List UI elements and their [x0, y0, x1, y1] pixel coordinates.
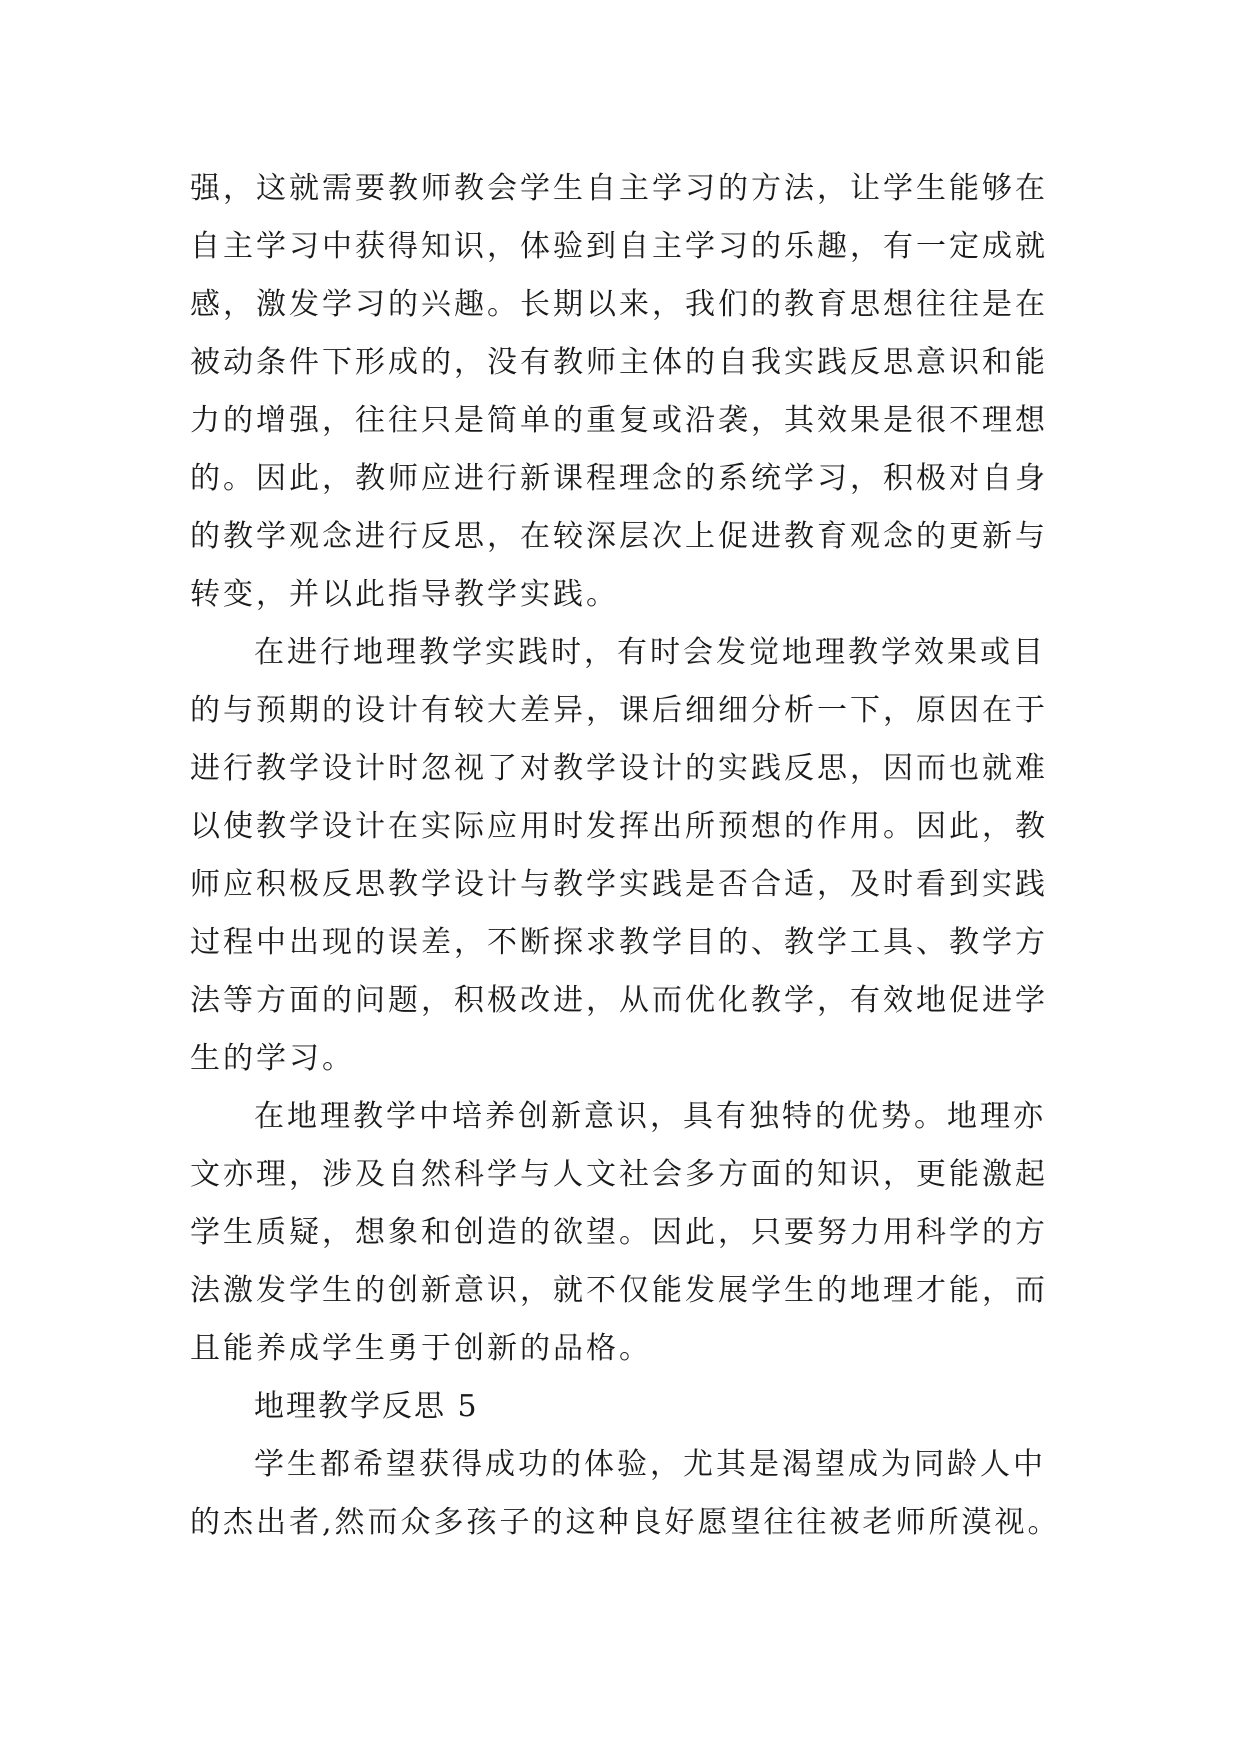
paragraph-line: 法等方面的问题，积极改进，从而优化教学，有效地促进学: [190, 983, 1048, 1018]
paragraph-line: 自主学习中获得知识，体验到自主学习的乐趣，有一定成就: [190, 229, 1048, 264]
paragraph-first-line: 在地理教学中培养创新意识，具有独特的优势。地理亦: [254, 1099, 1046, 1134]
paragraph-line: 的杰出者,然而众多孩子的这种良好愿望往往被老师所漠视。: [190, 1505, 1061, 1540]
paragraph-line: 法激发学生的创新意识，就不仅能发展学生的地理才能，而: [190, 1273, 1048, 1308]
document-body: [190, 160, 1061, 1552]
paragraph-first-line: 在进行地理教学实践时，有时会发觉地理教学效果或目: [254, 635, 1046, 670]
paragraph-line: 感，激发学习的兴趣。长期以来，我们的教育思想往往是在: [190, 287, 1048, 322]
paragraph-line: 力的增强，往往只是简单的重复或沿袭，其效果是很不理想: [190, 403, 1048, 438]
paragraph-line: 师应积极反思教学设计与教学实践是否合适，及时看到实践: [190, 867, 1048, 902]
paragraph-line: 强，这就需要教师教会学生自主学习的方法，让学生能够在: [190, 171, 1048, 206]
paragraph-line: 生的学习。: [190, 1041, 355, 1076]
paragraph-line: 学生质疑，想象和创造的欲望。因此，只要努力用科学的方: [190, 1215, 1048, 1250]
paragraph-line: 的。因此，教师应进行新课程理念的系统学习，积极对自身: [190, 461, 1048, 496]
paragraph-first-line: 学生都希望获得成功的体验，尤其是渴望成为同龄人中: [254, 1447, 1046, 1482]
paragraph-line: 文亦理，涉及自然科学与人文社会多方面的知识，更能激起: [190, 1157, 1048, 1192]
paragraph-line: 的教学观念进行反思，在较深层次上促进教育观念的更新与: [190, 519, 1048, 554]
paragraph-line: 且能养成学生勇于创新的品格。: [190, 1331, 652, 1366]
paragraph-line: 被动条件下形成的，没有教师主体的自我实践反思意识和能: [190, 345, 1048, 380]
paragraph-line: 以使教学设计在实际应用时发挥出所预想的作用。因此，教: [190, 809, 1048, 844]
paragraph-line: 转变，并以此指导教学实践。: [190, 577, 619, 612]
section-heading: 地理教学反思 5: [254, 1389, 479, 1424]
paragraph-line: 过程中出现的误差，不断探求教学目的、教学工具、教学方: [190, 925, 1048, 960]
paragraph-line: 的与预期的设计有较大差异，课后细细分析一下，原因在于: [190, 693, 1048, 728]
paragraph-line: 进行教学设计时忽视了对教学设计的实践反思，因而也就难: [190, 751, 1048, 786]
